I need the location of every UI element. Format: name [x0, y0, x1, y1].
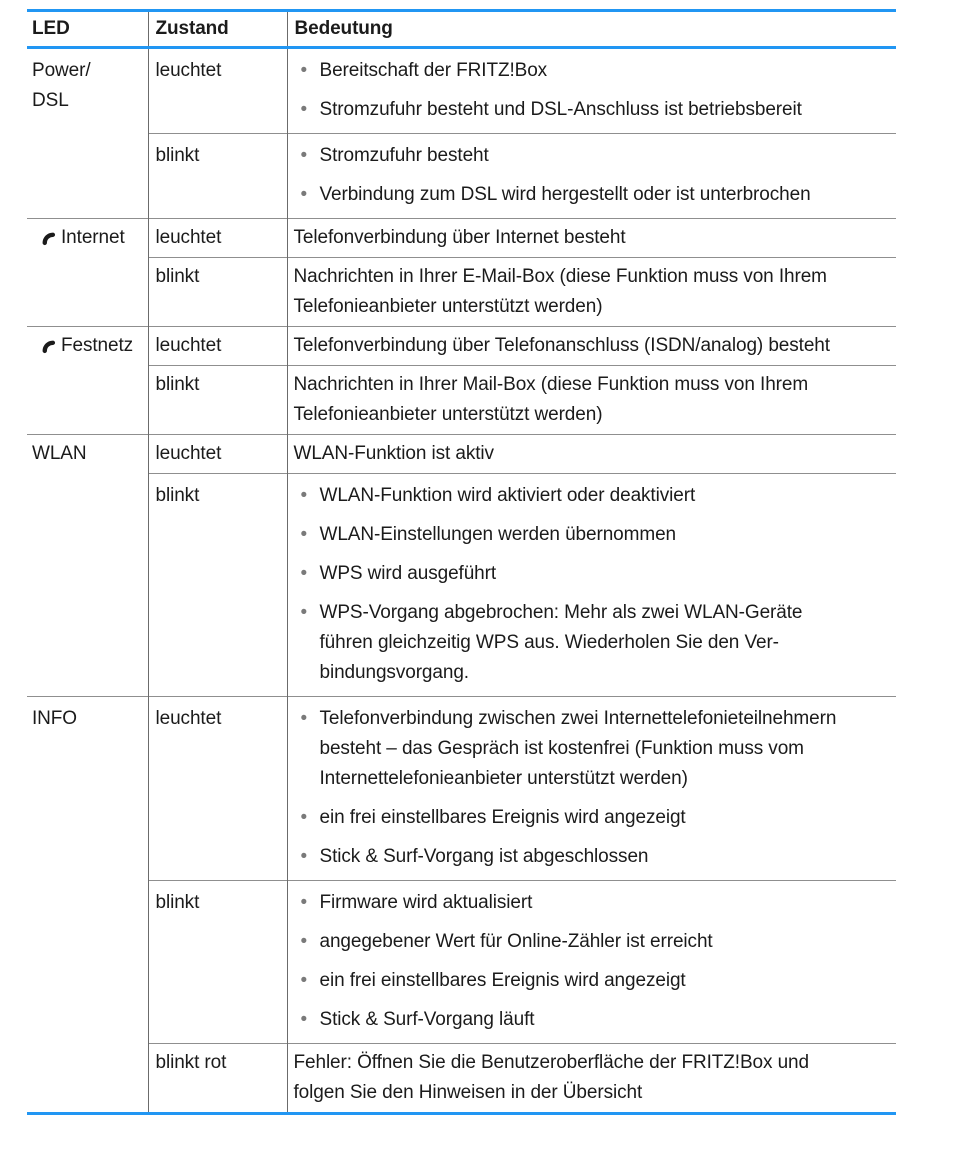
- state-cell: blinkt: [148, 474, 287, 697]
- meaning-cell: [287, 697, 896, 881]
- bullet-icon: [294, 141, 320, 171]
- led-cell-power-dsl: [27, 48, 148, 219]
- meaning-cell: [287, 327, 896, 366]
- state-cell: leuchtet: [148, 435, 287, 474]
- table-row: [27, 474, 896, 697]
- state-cell: blinkt: [148, 881, 287, 1044]
- list-item: [294, 803, 857, 833]
- list-item: [294, 141, 857, 171]
- meaning-cell: [287, 366, 896, 435]
- led-label-with-icon: [41, 331, 144, 361]
- bullet-icon: [294, 803, 320, 833]
- meaning-cell: [287, 48, 896, 134]
- bullet-text: Firmware wird aktualisiert: [319, 892, 533, 913]
- list-item: [294, 56, 857, 86]
- state-cell: blinkt rot: [148, 1044, 287, 1114]
- bullet-icon: [294, 966, 320, 996]
- bullet-icon: [294, 95, 320, 125]
- bullet-text: WPS-Vorgang abgebrochen: Mehr als zwei WLAN-Geräte führen gleichzeitig WPS aus. Wiederholen Sie den Verbindungsvorgang.: [319, 602, 803, 683]
- meaning-text: Nachrichten in Ihrer E-Mail-Box (diese Funktion muss von Ihrem Telefonieanbieter unterstützt werden): [293, 266, 827, 317]
- table-row: [27, 1044, 896, 1114]
- state-cell: leuchtet: [148, 219, 287, 258]
- meaning-text: Fehler: Öffnen Sie die Benutzeroberfläche der FRITZ!Box und folgen Sie den Hinweisen in der Übersicht: [293, 1052, 809, 1103]
- list-item: [294, 888, 857, 918]
- meaning-cell: [287, 134, 896, 219]
- table-row: [27, 134, 896, 219]
- column-header-led: LED: [27, 11, 148, 48]
- bullet-text: WLAN-Einstellungen werden übernommen: [319, 524, 677, 545]
- meaning-text: Telefonverbindung über Internet besteht: [293, 227, 626, 248]
- led-label: Internet: [61, 227, 125, 248]
- led-group-power-dsl: [27, 48, 896, 219]
- state-cell: blinkt: [148, 134, 287, 219]
- bullet-icon: [294, 56, 320, 86]
- bullet-icon: [294, 1005, 320, 1035]
- table-row: [27, 48, 896, 134]
- meaning-cell: [287, 881, 896, 1044]
- bullet-text: Telefonverbindung zwischen zwei Internettelefonieteilnehmern besteht – das Gespräch ist kostenfrei (Funktion muss vom Internettelefonieanbieter unterstützt werden): [319, 708, 837, 789]
- bullet-text: Stromzufuhr besteht und DSL-Anschluss ist betriebsbereit: [319, 99, 802, 120]
- list-item: [294, 520, 857, 550]
- led-group-wlan: [27, 435, 896, 697]
- meaning-text: WLAN-Funktion ist aktiv: [293, 443, 494, 464]
- meaning-cell: [287, 435, 896, 474]
- bullet-icon: [294, 704, 320, 794]
- table-row: [27, 258, 896, 327]
- bullet-text: ein frei einstellbares Ereignis wird angezeigt: [319, 807, 686, 828]
- table-row: [27, 219, 896, 258]
- meaning-text: Nachrichten in Ihrer Mail-Box (diese Funktion muss von Ihrem Telefonieanbieter unterstützt werden): [293, 374, 809, 425]
- bullet-text: Bereitschaft der FRITZ!Box: [319, 60, 548, 81]
- list-item: [294, 704, 857, 794]
- bullet-text: Stromzufuhr besteht: [319, 145, 489, 166]
- table-header-row: [27, 11, 896, 48]
- bullet-icon: [294, 481, 320, 511]
- state-cell: leuchtet: [148, 697, 287, 881]
- led-label: INFO: [32, 708, 77, 729]
- bullet-text: Stick & Surf-Vorgang läuft: [319, 1009, 535, 1030]
- table-row: [27, 881, 896, 1044]
- bullet-text: WLAN-Funktion wird aktiviert oder deaktiviert: [319, 485, 696, 506]
- meaning-cell: [287, 1044, 896, 1114]
- table-row: [27, 366, 896, 435]
- bullet-icon: [294, 888, 320, 918]
- list-item: [294, 180, 857, 210]
- list-item: [294, 842, 857, 872]
- column-header-bedeutung: Bedeutung: [287, 11, 896, 48]
- led-label: DSL: [32, 90, 69, 111]
- list-item: [294, 481, 857, 511]
- led-group-festnetz: [27, 327, 896, 435]
- led-cell-wlan: [27, 435, 148, 697]
- bullet-icon: [294, 598, 320, 688]
- list-item: [294, 966, 857, 996]
- meaning-cell: [287, 474, 896, 697]
- led-cell-internet: [27, 219, 148, 327]
- led-cell-info: [27, 697, 148, 1114]
- meaning-text: Telefonverbindung über Telefonanschluss (ISDN/analog) besteht: [293, 335, 830, 356]
- led-label-with-icon: [41, 223, 144, 253]
- led-cell-festnetz: [27, 327, 148, 435]
- led-label: WLAN: [32, 443, 87, 464]
- bullet-text: ein frei einstellbares Ereignis wird angezeigt: [319, 970, 686, 991]
- led-status-table: [27, 9, 896, 1115]
- list-item: [294, 95, 857, 125]
- state-cell: leuchtet: [148, 48, 287, 134]
- table-row: [27, 327, 896, 366]
- bullet-icon: [294, 180, 320, 210]
- led-label: Festnetz: [61, 335, 134, 356]
- bullet-text: Stick & Surf-Vorgang ist abgeschlossen: [319, 846, 649, 867]
- meaning-cell: [287, 219, 896, 258]
- led-group-info: [27, 697, 896, 1114]
- state-cell: blinkt: [148, 366, 287, 435]
- phone-handset-icon: [41, 231, 56, 246]
- bullet-text: Verbindung zum DSL wird hergestellt oder ist unterbrochen: [319, 184, 811, 205]
- list-item: [294, 927, 857, 957]
- table-row: [27, 435, 896, 474]
- list-item: [294, 1005, 857, 1035]
- state-cell: blinkt: [148, 258, 287, 327]
- table-row: [27, 697, 896, 881]
- meaning-cell: [287, 258, 896, 327]
- bullet-text: angegebener Wert für Online-Zähler ist erreicht: [319, 931, 713, 952]
- list-item: [294, 598, 857, 688]
- list-item: [294, 559, 857, 589]
- led-group-internet: [27, 219, 896, 327]
- bullet-icon: [294, 842, 320, 872]
- bullet-icon: [294, 520, 320, 550]
- led-label: Power/: [32, 60, 91, 81]
- bullet-text: WPS wird ausgeführt: [319, 563, 497, 584]
- phone-handset-icon: [41, 339, 56, 354]
- state-cell: leuchtet: [148, 327, 287, 366]
- bullet-icon: [294, 927, 320, 957]
- bullet-icon: [294, 559, 320, 589]
- column-header-zustand: Zustand: [148, 11, 287, 48]
